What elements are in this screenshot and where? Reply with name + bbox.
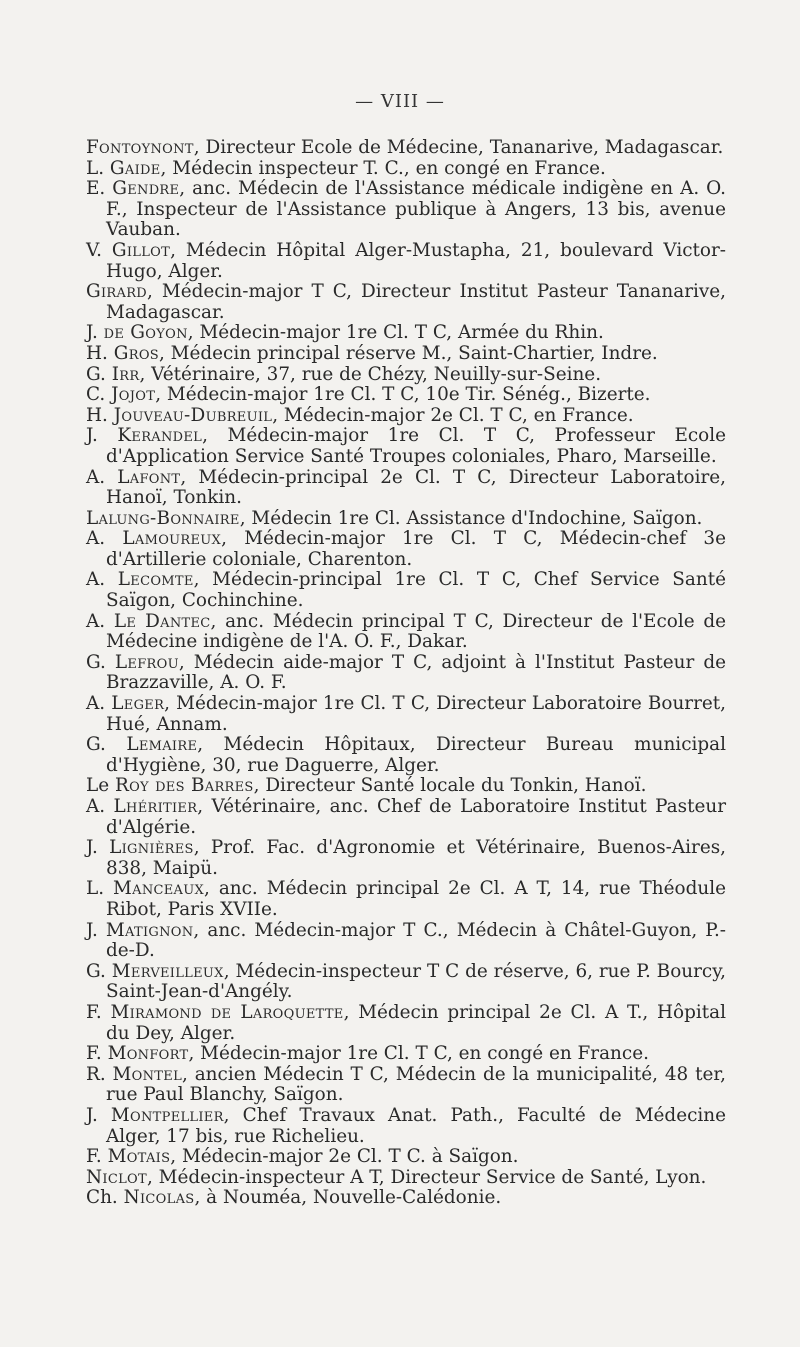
entry-surname: Fontoynont bbox=[86, 137, 194, 158]
entry-details: , Médecin Hôpital Alger-Mustapha, 21, boulevard Victor-Hugo, Alger. bbox=[106, 239, 727, 282]
entry-surname: Leger bbox=[111, 693, 165, 715]
list-item bbox=[86, 879, 726, 920]
entry-details: , Médecin principal réserve M., Saint-Chartier, Indre. bbox=[158, 342, 658, 364]
entry-surname: Lamoureux bbox=[122, 528, 222, 550]
entry-surname: Lafont bbox=[117, 466, 181, 488]
entry-surname: Gros bbox=[113, 342, 159, 364]
list-item bbox=[86, 179, 726, 241]
entry-initial: Ch. bbox=[86, 1187, 124, 1209]
entry-details: , Médecin Hôpitaux, Directeur Bureau municipal d'Hygiène, 30, rue Daguerre, Alger. bbox=[106, 734, 726, 776]
entry-initial: G. bbox=[86, 734, 127, 756]
entry-initial: A. bbox=[86, 796, 114, 817]
entry-initial: E. bbox=[86, 178, 113, 200]
list-item bbox=[86, 797, 726, 838]
entry-details: , Médecin-major T C, Directeur Institut Pasteur Tananarive, Madagascar. bbox=[106, 281, 726, 323]
entry-surname: Miramond de Laroquette bbox=[110, 1001, 344, 1023]
entry-initial: V. bbox=[86, 239, 112, 261]
entry-initial: G. bbox=[86, 363, 112, 385]
entry-details: , Médecin-major 1re Cl. T C, Médecin-chef 3e d'Artillerie coloniale, Charenton. bbox=[106, 528, 727, 570]
list-item bbox=[86, 426, 726, 467]
entry-details: , à Nouméa, Nouvelle-Calédonie. bbox=[194, 1187, 502, 1209]
entry-details: , Médecin inspecteur T. C., en congé en France. bbox=[160, 157, 606, 179]
list-item bbox=[86, 385, 726, 406]
entry-details: , anc. Médecin principal 2e Cl. A T, 14, rue Théodule Ribot, Paris XVIIe. bbox=[106, 878, 726, 920]
list-item bbox=[86, 838, 726, 879]
entry-surname: Lecomte bbox=[117, 569, 194, 591]
list-item bbox=[86, 1106, 726, 1147]
entry-surname: Gendre bbox=[112, 178, 180, 200]
entry-details: , Médecin-major 1re Cl. T C, en congé en France. bbox=[188, 1043, 649, 1065]
entry-initial: L. bbox=[86, 157, 110, 179]
entry-surname: Nicolas bbox=[123, 1187, 195, 1209]
entry-surname: Manceaux bbox=[113, 878, 205, 900]
list-item bbox=[86, 1065, 726, 1106]
entry-surname: Lhéritier bbox=[113, 796, 198, 817]
entry-surname: de Goyon bbox=[103, 322, 188, 344]
list-item bbox=[86, 1044, 726, 1065]
list-item bbox=[86, 406, 726, 427]
entry-surname: Roy des Barres bbox=[114, 775, 254, 797]
entry-surname: Jojot bbox=[111, 384, 156, 406]
entry-initial: J. bbox=[86, 1104, 111, 1126]
entry-surname: Lalung-Bonnaire bbox=[86, 507, 240, 529]
entry-initial: G. bbox=[86, 651, 115, 673]
entry-details: , Prof. Fac. d'Agronomie et Vétérinaire, Buenos-Aires, 838, Maipü. bbox=[106, 837, 727, 879]
entry-details: , Directeur Ecole de Médecine, Tananarive, Madagascar. bbox=[193, 137, 724, 158]
list-item bbox=[86, 776, 726, 797]
entry-initial: F. bbox=[86, 1043, 108, 1065]
entry-details: , Médecin-major 2e Cl. T C. à Saïgon. bbox=[170, 1146, 519, 1168]
entry-details: , Médecin aide-major T C, adjoint à l'Institut Pasteur de Brazzaville, A. O. F. bbox=[106, 651, 726, 694]
entry-initial: A. bbox=[86, 693, 112, 715]
entry-details: , Médecin-major 1re Cl. T C, 10e Tir. Sénég., Bizerte. bbox=[155, 384, 651, 406]
entry-details: , anc. Médecin-major T C., Médecin à Châtel-Guyon, P.-de-D. bbox=[106, 919, 726, 962]
entry-surname: Gillot bbox=[111, 239, 171, 261]
entry-details: , Chef Travaux Anat. Path., Faculté de Médecine Alger, 17 bis, rue Richelieu. bbox=[106, 1104, 726, 1147]
entry-details: , Vétérinaire, anc. Chef de Laboratoire Institut Pasteur d'Algérie. bbox=[106, 796, 726, 838]
entry-details: , anc. Médecin principal T C, Directeur de l'Ecole de Médecine indigène de l'A. O. F., Dakar. bbox=[106, 610, 726, 653]
entry-surname: Montpellier bbox=[110, 1104, 224, 1126]
entry-initial: F. bbox=[86, 1001, 111, 1023]
list-item bbox=[86, 529, 726, 570]
entry-surname: Lefrou bbox=[114, 651, 179, 673]
entry-initial: H. bbox=[86, 342, 114, 364]
entry-details: , Médecin-principal 1re Cl. T C, Chef Service Santé Saïgon, Cochinchine. bbox=[106, 569, 726, 612]
entry-initial: J. bbox=[86, 919, 106, 941]
entry-details: , Directeur Santé locale du Tonkin, Hanoï. bbox=[253, 775, 647, 797]
entry-initial: J. bbox=[86, 425, 118, 447]
entry-surname: Montel bbox=[112, 1063, 183, 1085]
entry-details: , Médecin-inspecteur A T, Directeur Service de Santé, Lyon. bbox=[146, 1166, 707, 1188]
entry-details: , Médecin-principal 2e Cl. T C, Directeur Laboratoire, Hanoï, Tonkin. bbox=[106, 466, 727, 509]
entry-surname: Kerandel bbox=[117, 425, 203, 447]
list-item bbox=[86, 694, 726, 735]
entry-initial: J. bbox=[86, 837, 110, 859]
list-item bbox=[86, 282, 726, 323]
list-item bbox=[86, 138, 726, 159]
list-item bbox=[86, 570, 726, 611]
entry-surname: Niclot bbox=[86, 1166, 147, 1188]
entry-surname: Lignières bbox=[109, 837, 194, 859]
list-item bbox=[86, 1188, 726, 1209]
entry-details: , anc. Médecin de l'Assistance médicale indigène en A. O. F., Inspecteur de l'Assistance publique à Angers, 13 bis, avenue Vauban. bbox=[106, 178, 726, 241]
entry-details: , Médecin-major 1re Cl. T C, Armée du Rhin. bbox=[187, 322, 604, 344]
list-item bbox=[86, 962, 726, 1003]
entry-details: , Médecin 1re Cl. Assistance d'Indochine, Saïgon. bbox=[239, 507, 703, 529]
list-item bbox=[86, 735, 726, 776]
entry-initial: F. bbox=[86, 1146, 108, 1168]
entry-surname: Le Dantec bbox=[113, 610, 211, 632]
entry-details: , Médecin-major 2e Cl. T C, en France. bbox=[272, 404, 634, 426]
entry-initial: A. bbox=[86, 610, 114, 632]
list-item bbox=[86, 159, 726, 180]
entry-details: , Médecin-major 1re Cl. T C, Professeur Ecole d'Application Service Santé Troupes coloniales, Pharo, Marseille. bbox=[106, 425, 727, 467]
entry-surname: Lemaire bbox=[126, 734, 198, 756]
list-item bbox=[86, 468, 726, 509]
list-item bbox=[86, 921, 726, 962]
entry-initial: G. bbox=[86, 960, 112, 982]
entry-surname: Irr bbox=[111, 363, 140, 385]
entry-details: , Médecin principal 2e Cl. A T., Hôpital du Dey, Alger. bbox=[106, 1001, 726, 1044]
member-list bbox=[86, 138, 726, 1209]
entry-initial: R. bbox=[86, 1063, 113, 1085]
entry-surname: Matignon bbox=[105, 919, 194, 941]
entry-initial: A. bbox=[86, 528, 123, 550]
list-item bbox=[86, 241, 726, 282]
entry-initial: Le bbox=[86, 775, 115, 797]
entry-surname: Merveilleux bbox=[111, 960, 224, 982]
list-item bbox=[86, 365, 726, 386]
entry-initial: A. bbox=[86, 466, 118, 488]
page-number: — VIII — bbox=[355, 91, 445, 112]
entry-initial: H. bbox=[86, 404, 114, 426]
entry-initial: C. bbox=[86, 384, 112, 406]
entry-surname: Girard bbox=[86, 281, 148, 303]
entry-details: , Médecin-inspecteur T C de réserve, 6, rue P. Bourcy, Saint-Jean-d'Angély. bbox=[106, 960, 726, 1003]
list-item bbox=[86, 323, 726, 344]
entry-details: , Vétérinaire, 37, rue de Chézy, Neuilly-sur-Seine. bbox=[139, 363, 602, 385]
list-item bbox=[86, 1168, 726, 1189]
entry-surname: Monfort bbox=[107, 1043, 189, 1065]
list-item bbox=[86, 612, 726, 653]
entry-surname: Gaide bbox=[109, 157, 161, 179]
list-item bbox=[86, 653, 726, 694]
entry-initial: J. bbox=[86, 322, 104, 344]
list-item bbox=[86, 509, 726, 530]
entry-details: , ancien Médecin T C, Médecin de la municipalité, 48 ter, rue Paul Blanchy, Saïgon. bbox=[106, 1063, 726, 1106]
entry-surname: Motais bbox=[107, 1146, 171, 1168]
list-item bbox=[86, 1003, 726, 1044]
list-item bbox=[86, 344, 726, 365]
entry-initial: A. bbox=[86, 569, 118, 591]
entry-initial: L. bbox=[86, 878, 113, 900]
entry-surname: Jouveau-Dubreuil bbox=[113, 404, 273, 426]
list-item bbox=[86, 1147, 726, 1168]
entry-details: , Médecin-major 1re Cl. T C, Directeur Laboratoire Bourret, Hué, Annam. bbox=[106, 693, 726, 735]
